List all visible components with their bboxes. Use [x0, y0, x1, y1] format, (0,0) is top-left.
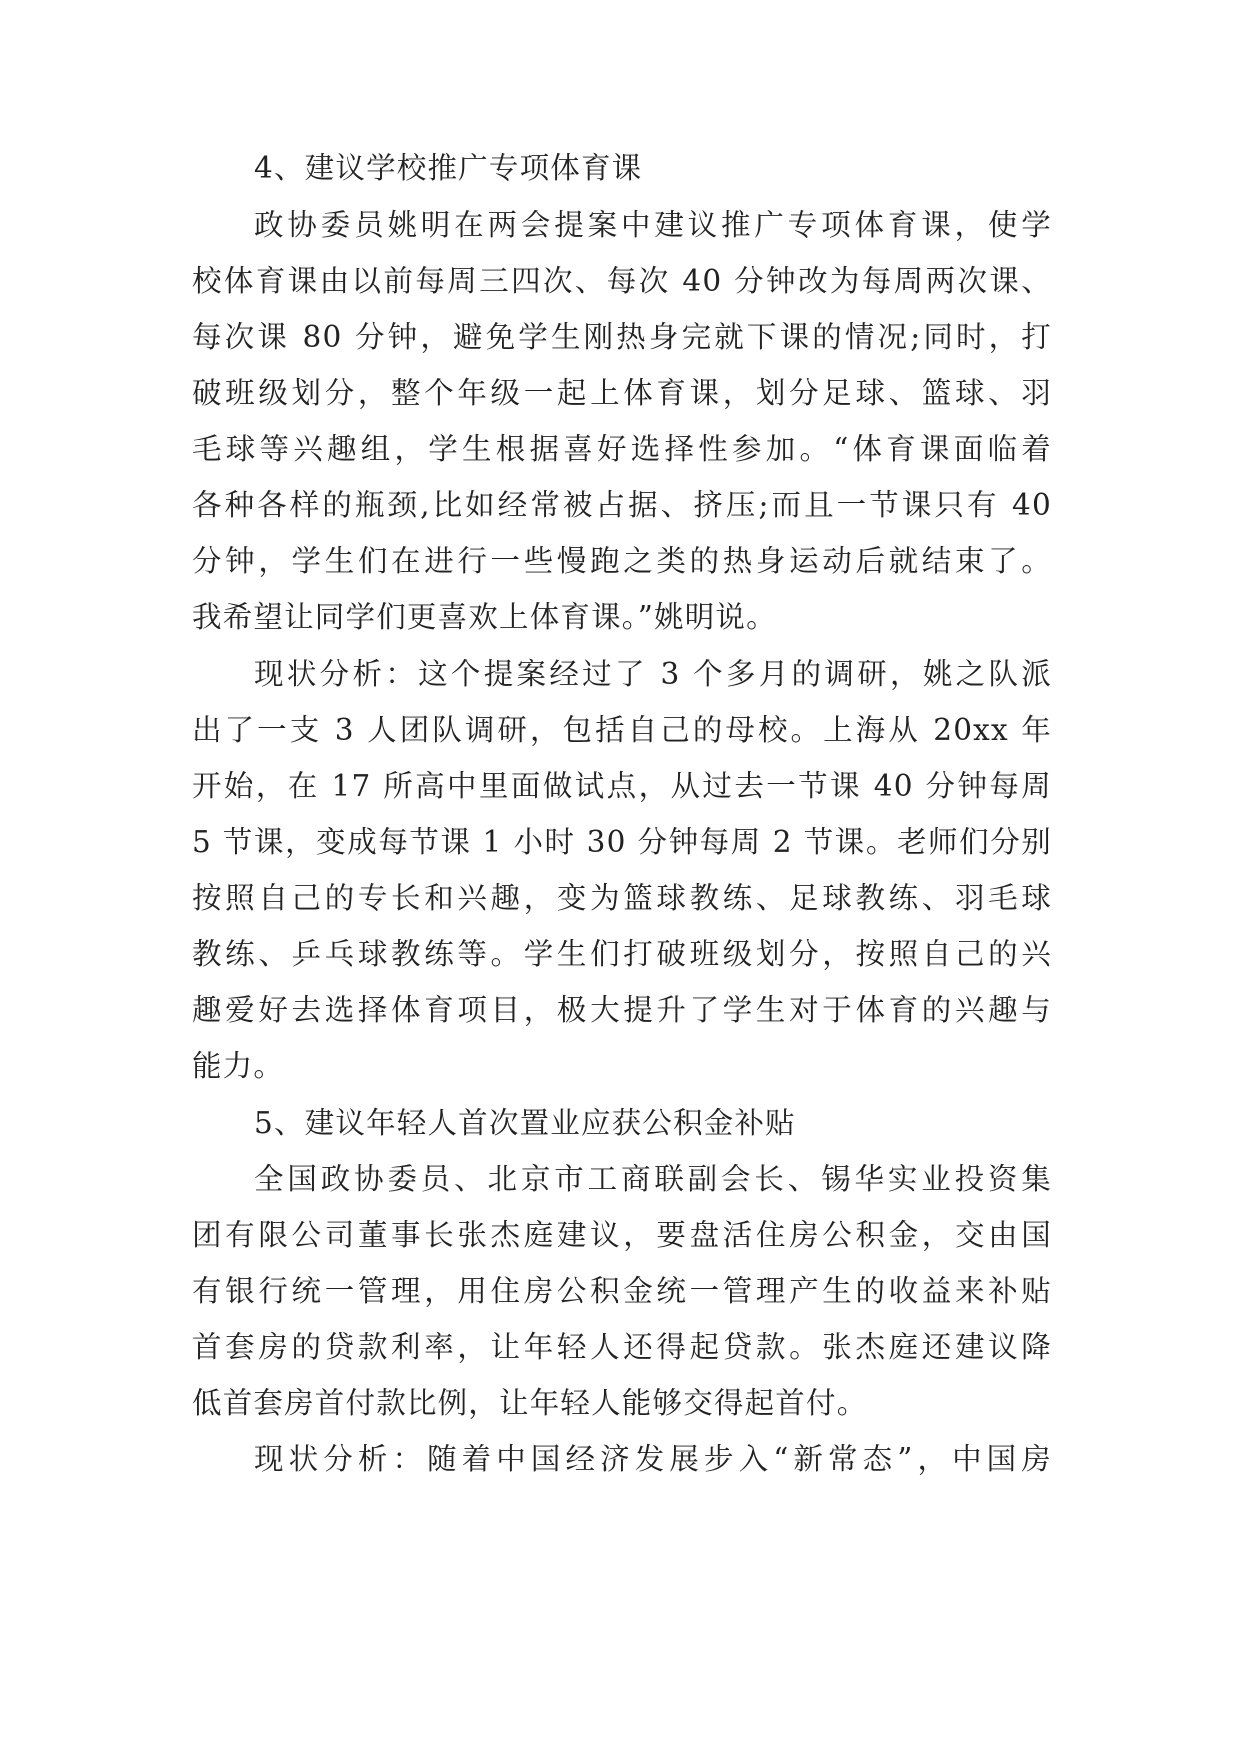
paragraph-line: 5 节课，变成每节课 1 小时 30 分钟每周 2 节课。老师们分别 [192, 825, 1052, 859]
paragraph-line: 团有限公司董事长张杰庭建议，要盘活住房公积金，交由国 [192, 1218, 1052, 1252]
paragraph-line: 能力。 [192, 1049, 285, 1083]
paragraph-line: 我希望让同学们更喜欢上体育课。”姚明说。 [192, 600, 777, 634]
paragraph-line: 现状分析：这个提案经过了 3 个多月的调研，姚之队派 [254, 657, 1052, 691]
paragraph-line: 按照自己的专长和兴趣，变为篮球教练、足球教练、羽毛球 [192, 881, 1052, 915]
paragraph-line: 低首套房首付款比例，让年轻人能够交得起首付。 [192, 1386, 868, 1420]
paragraph-line: 分钟，学生们在进行一些慢跑之类的热身运动后就结束了。 [192, 544, 1052, 578]
heading-section-5: 5、建议年轻人首次置业应获公积金补贴 [254, 1106, 796, 1140]
paragraph-line: 全国政协委员、北京市工商联副会长、锡华实业投资集 [254, 1162, 1052, 1196]
paragraph-line: 首套房的贷款利率，让年轻人还得起贷款。张杰庭还建议降 [192, 1330, 1052, 1364]
paragraph-line: 各种各样的瓶颈,比如经常被占据、挤压;而且一节课只有 40 [192, 488, 1052, 522]
paragraph-line: 趣爱好去选择体育项目，极大提升了学生对于体育的兴趣与 [192, 993, 1052, 1027]
paragraph-line: 毛球等兴趣组，学生根据喜好选择性参加。“体育课面临着 [192, 432, 1052, 466]
paragraph-line: 开始，在 17 所高中里面做试点，从过去一节课 40 分钟每周 [192, 769, 1052, 803]
paragraph-line: 政协委员姚明在两会提案中建议推广专项体育课，使学 [254, 208, 1052, 242]
paragraph-line: 出了一支 3 人团队调研，包括自己的母校。上海从 20xx 年 [192, 713, 1052, 747]
heading-section-4: 4、建议学校推广专项体育课 [254, 151, 643, 185]
paragraph-line: 教练、乒乓球教练等。学生们打破班级划分，按照自己的兴 [192, 937, 1052, 971]
paragraph-line: 破班级划分，整个年级一起上体育课，划分足球、篮球、羽 [192, 376, 1052, 410]
paragraph-line: 每次课 80 分钟，避免学生刚热身完就下课的情况;同时，打 [192, 320, 1052, 354]
paragraph-line: 有银行统一管理，用住房公积金统一管理产生的收益来补贴 [192, 1274, 1052, 1308]
paragraph-line: 校体育课由以前每周三四次、每次 40 分钟改为每周两次课、 [192, 264, 1052, 298]
paragraph-line: 现状分析：随着中国经济发展步入“新常态”，中国房 [254, 1442, 1052, 1476]
